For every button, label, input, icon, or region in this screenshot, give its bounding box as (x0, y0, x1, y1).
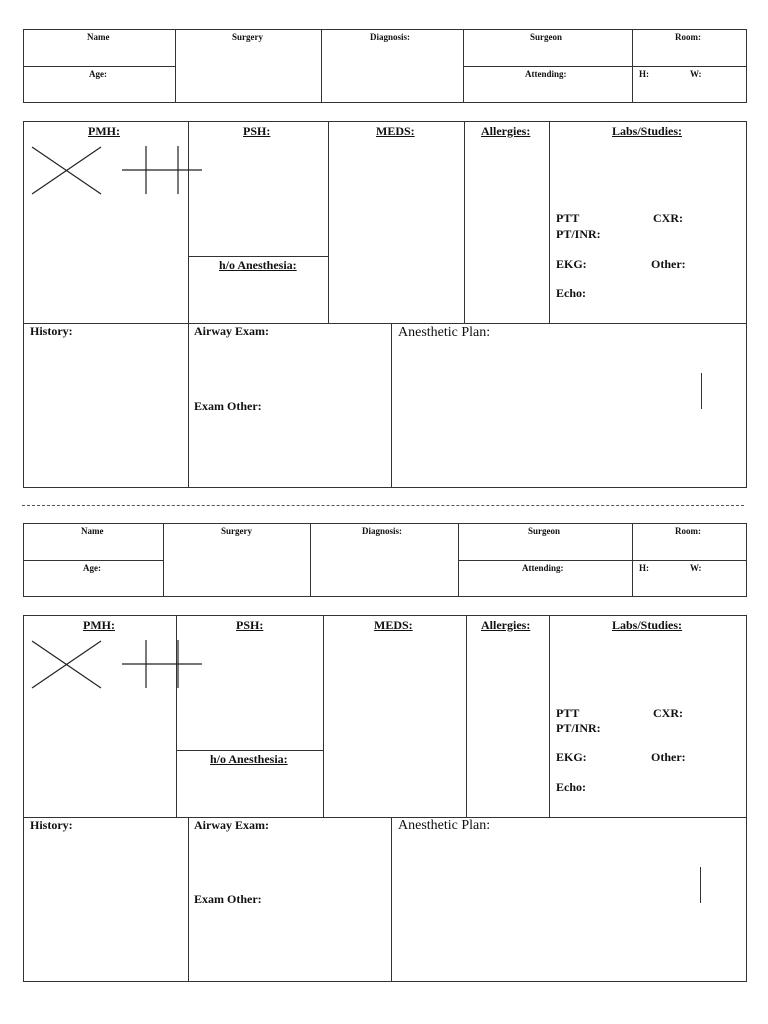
psh-section-header[interactable]: PSH: (243, 124, 271, 138)
text-cursor-mark (701, 373, 702, 409)
echo-label[interactable]: Echo: (556, 780, 586, 794)
anesthesia-history-label[interactable]: h/o Anesthesia: (219, 258, 297, 272)
other-label[interactable]: Other: (651, 257, 686, 271)
attending-field-label[interactable]: Attending: (525, 69, 567, 79)
patient-header-table (23, 523, 747, 597)
fishbone-lab-icon (122, 146, 204, 196)
surgeon-field-label[interactable]: Surgeon (530, 32, 563, 42)
age-field-label[interactable]: Age: (89, 69, 107, 79)
ekg-label[interactable]: EKG: (556, 750, 587, 764)
age-field-label[interactable]: Age: (83, 563, 101, 573)
height-field-label[interactable]: H: (639, 69, 649, 79)
history-label[interactable]: History: (30, 324, 73, 338)
x-mark-icon (31, 640, 103, 690)
clinical-summary-table (23, 121, 747, 488)
ptt-label[interactable]: PTT (556, 211, 580, 225)
cxr-label[interactable]: CXR: (653, 211, 683, 225)
room-field-label[interactable]: Room: (675, 32, 701, 42)
pt-inr-label[interactable]: PT/INR: (556, 227, 601, 241)
labs-section-header[interactable]: Labs/Studies: (612, 124, 683, 138)
anesthetic-plan-label[interactable]: Anesthetic Plan: (398, 325, 491, 340)
meds-section-header[interactable]: MEDS: (376, 124, 415, 138)
pmh-section-header[interactable]: PMH: (88, 124, 120, 138)
diagnosis-field-label[interactable]: Diagnosis: (370, 32, 411, 42)
cxr-label[interactable]: CXR: (653, 706, 683, 720)
surgeon-field-label[interactable]: Surgeon (528, 526, 561, 536)
labs-section-header[interactable]: Labs/Studies: (612, 618, 683, 632)
ptt-label[interactable]: PTT (556, 706, 580, 720)
weight-field-label[interactable]: W: (690, 563, 702, 573)
ekg-label[interactable]: EKG: (556, 257, 587, 271)
name-field-label[interactable]: Name (81, 526, 104, 536)
history-label[interactable]: History: (30, 818, 73, 832)
airway-exam-label[interactable]: Airway Exam: (194, 324, 269, 338)
height-field-label[interactable]: H: (639, 563, 649, 573)
weight-field-label[interactable]: W: (690, 69, 702, 79)
echo-label[interactable]: Echo: (556, 286, 586, 300)
room-field-label[interactable]: Room: (675, 526, 701, 536)
diagnosis-field-label[interactable]: Diagnosis: (362, 526, 403, 536)
x-mark-icon (31, 146, 103, 196)
anesthetic-plan-label[interactable]: Anesthetic Plan: (398, 818, 491, 833)
allergies-section-header[interactable]: Allergies: (481, 124, 531, 138)
surgery-field-label[interactable]: Surgery (232, 32, 263, 42)
surgery-field-label[interactable]: Surgery (221, 526, 252, 536)
fishbone-lab-icon (122, 640, 204, 690)
pmh-section-header[interactable]: PMH: (83, 618, 115, 632)
form-divider (22, 505, 744, 506)
pt-inr-label[interactable]: PT/INR: (556, 721, 601, 735)
patient-header-table (23, 29, 747, 103)
other-label[interactable]: Other: (651, 750, 686, 764)
clinical-summary-table (23, 615, 747, 982)
name-field-label[interactable]: Name (87, 32, 110, 42)
exam-other-label[interactable]: Exam Other: (194, 399, 262, 413)
allergies-section-header[interactable]: Allergies: (481, 618, 531, 632)
psh-section-header[interactable]: PSH: (236, 618, 264, 632)
anesthesia-history-label[interactable]: h/o Anesthesia: (210, 752, 288, 766)
airway-exam-label[interactable]: Airway Exam: (194, 818, 269, 832)
exam-other-label[interactable]: Exam Other: (194, 892, 262, 906)
meds-section-header[interactable]: MEDS: (374, 618, 413, 632)
attending-field-label[interactable]: Attending: (522, 563, 564, 573)
text-cursor-mark (700, 867, 701, 903)
